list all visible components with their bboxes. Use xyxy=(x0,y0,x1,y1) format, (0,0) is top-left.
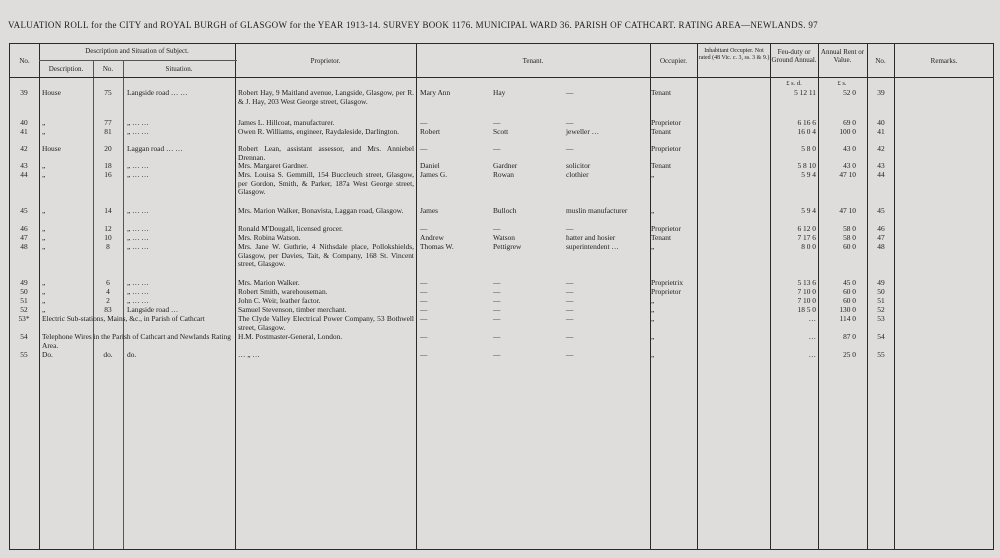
cell-desc: „ xyxy=(42,206,46,215)
cell-rent: 69 0 xyxy=(843,118,856,127)
cell-t2: — xyxy=(493,314,501,323)
cell-no: 52 xyxy=(20,305,28,314)
col-annual-rent: Annual Rent or Value. xyxy=(820,48,865,64)
cell-feu: 5 8 0 xyxy=(801,144,816,153)
page-header: VALUATION ROLL for the CITY and ROYAL BURGH of GLASGOW for the YEAR 1913-14. SURVEY BOOK 1176. MUNICIPAL WARD 36. PARISH OF CATHCART. RATING AREA—NEWLANDS. 97 xyxy=(8,20,818,30)
cell-t2: — xyxy=(493,278,501,287)
col-occupier: Occupier. xyxy=(659,57,687,65)
cell-feu: 5 9 4 xyxy=(801,206,816,215)
cell-prop: James L. Hillcoat, manufacturer. xyxy=(238,118,335,127)
col-description: Description. xyxy=(48,65,84,73)
cell-t2: — xyxy=(493,350,501,359)
cell-desc: House xyxy=(42,88,61,97)
cell-sit: Langside road … xyxy=(127,305,179,314)
cell-t1: — xyxy=(420,144,428,153)
cell-no: 55 xyxy=(20,350,28,359)
cell-num: 75 xyxy=(104,88,112,97)
cell-feu: 18 5 0 xyxy=(797,305,816,314)
cell-desc: „ xyxy=(42,233,46,242)
cell-desc: „ xyxy=(42,161,46,170)
col-inhabitant: Inhabitant Occupier. Not rated (48 Vic. c. 3, ss. 3 & 9.) xyxy=(698,48,770,61)
cell-t3: — xyxy=(566,278,574,287)
cell-rent: 58 0 xyxy=(843,224,856,233)
col-situation: Situation. xyxy=(165,65,193,73)
cell-feu: 6 12 0 xyxy=(797,224,816,233)
cell-sit: „ … … xyxy=(127,296,149,305)
col-tenant: Tenant. xyxy=(522,57,544,65)
cell-prop: Mrs. Marion Walker. xyxy=(238,278,300,287)
cell-desc: House xyxy=(42,144,61,153)
cell-sit: Laggan road … … xyxy=(127,144,183,153)
cell-t1: — xyxy=(420,314,428,323)
cell-no3: 41 xyxy=(877,127,885,136)
cell-num: 2 xyxy=(106,296,110,305)
cell-t3: — xyxy=(566,314,574,323)
cell-no: 41 xyxy=(20,127,28,136)
col-feu-duty: Feu-duty or Ground Annual. xyxy=(771,48,817,64)
cell-sit: „ … … xyxy=(127,170,149,179)
cell-prop: The Clyde Valley Electrical Power Company, 53 Bothwell street, Glasgow. xyxy=(238,314,414,332)
cell-t2: — xyxy=(493,296,501,305)
cell-rent: 47 10 xyxy=(839,206,856,215)
cell-t1: Thomas W. xyxy=(420,242,454,251)
cell-t3: clothier xyxy=(566,170,589,179)
cell-prop: Robert Lean, assistant assessor, and Mrs. Anniebel Drennan. xyxy=(238,144,414,162)
cell-occ: Tenant xyxy=(651,88,672,97)
col-no-right: No. xyxy=(875,57,886,65)
cell-no3: 45 xyxy=(877,206,885,215)
cell-desc: „ xyxy=(42,296,46,305)
cell-t2: Watson xyxy=(493,233,515,242)
rent-currency: £ s. xyxy=(837,80,847,87)
cell-t3: — xyxy=(566,144,574,153)
cell-no: 43 xyxy=(20,161,28,170)
cell-t3: solicitor xyxy=(566,161,591,170)
cell-t1: — xyxy=(420,287,428,296)
cell-t3: superintendent … xyxy=(566,242,619,251)
cell-prop: … „ … xyxy=(238,350,260,359)
cell-num: 6 xyxy=(106,278,110,287)
cell-feu: 7 17 6 xyxy=(797,233,816,242)
cell-no: 54 xyxy=(20,332,28,341)
cell-num: 14 xyxy=(104,206,112,215)
cell-prop: Mrs. Louisa S. Gemmill, 154 Buccleuch street, Glasgow, per Gordon, Smith, & Parker, 187a West George street, Glasgow. xyxy=(238,170,414,197)
cell-rent: 100 0 xyxy=(839,127,856,136)
cell-t1: — xyxy=(420,278,428,287)
cell-t2: Gardner xyxy=(493,161,518,170)
cell-num: 83 xyxy=(104,305,112,314)
cell-occ: „ xyxy=(651,206,655,215)
col-remarks: Remarks. xyxy=(930,57,958,65)
cell-feu: … xyxy=(808,350,816,359)
cell-num: 18 xyxy=(104,161,112,170)
cell-rent: 58 0 xyxy=(843,233,856,242)
cell-prop: Mrs. Robina Watson. xyxy=(238,233,301,242)
cell-feu: 7 10 0 xyxy=(797,287,816,296)
cell-desc: „ xyxy=(42,224,46,233)
cell-occ: Tenant xyxy=(651,233,672,242)
cell-no: 46 xyxy=(20,224,28,233)
cell-feu: 6 16 6 xyxy=(797,118,816,127)
cell-rent: 43 0 xyxy=(843,144,856,153)
cell-feu: 5 8 10 xyxy=(797,161,816,170)
cell-occ: Proprietor xyxy=(651,287,681,296)
cell-t3: — xyxy=(566,305,574,314)
cell-rent: 60 0 xyxy=(843,287,856,296)
cell-occ: Tenant xyxy=(651,161,672,170)
cell-t1: Daniel xyxy=(420,161,440,170)
cell-sit: „ … … xyxy=(127,206,149,215)
cell-no3: 55 xyxy=(877,350,885,359)
cell-occ: „ xyxy=(651,332,655,341)
cell-t2: Pettigrew xyxy=(493,242,522,251)
cell-num: 8 xyxy=(106,242,110,251)
cell-no3: 49 xyxy=(877,278,885,287)
cell-rent: 43 0 xyxy=(843,161,856,170)
cell-t2: Bulloch xyxy=(493,206,517,215)
cell-num: 77 xyxy=(104,118,112,127)
cell-no3: 52 xyxy=(877,305,885,314)
cell-num: 81 xyxy=(104,127,112,136)
cell-t3: jeweller … xyxy=(566,127,600,136)
col-no: No. xyxy=(19,57,30,65)
cell-no3: 51 xyxy=(877,296,885,305)
cell-t3: hatter and hosier xyxy=(566,233,616,242)
cell-rent: 60 0 xyxy=(843,296,856,305)
cell-no: 53* xyxy=(18,314,30,323)
cell-rent: 52 0 xyxy=(843,88,856,97)
cell-no: 44 xyxy=(20,170,28,179)
cell-no3: 53 xyxy=(877,314,885,323)
cell-no3: 43 xyxy=(877,161,885,170)
cell-sit: „ … … xyxy=(127,127,149,136)
cell-rent: 87 0 xyxy=(843,332,856,341)
cell-no3: 46 xyxy=(877,224,885,233)
cell-t2: — xyxy=(493,332,501,341)
cell-desc: „ xyxy=(42,127,46,136)
cell-no3: 39 xyxy=(877,88,885,97)
cell-desc: „ xyxy=(42,118,46,127)
cell-no3: 48 xyxy=(877,242,885,251)
cell-num: 12 xyxy=(104,224,112,233)
cell-no3: 50 xyxy=(877,287,885,296)
cell-sit: „ … … xyxy=(127,278,149,287)
cell-t1: — xyxy=(420,224,428,233)
cell-sit: „ … … xyxy=(127,242,149,251)
cell-feu: 5 13 6 xyxy=(797,278,816,287)
cell-sit: „ … … xyxy=(127,161,149,170)
cell-rent: 60 0 xyxy=(843,242,856,251)
feu-currency: £ s. d. xyxy=(786,80,802,87)
cell-t3: — xyxy=(566,287,574,296)
cell-desc: Electric Sub-stations, Mains, &c., in Parish of Cathcart xyxy=(42,314,205,323)
cell-rent: 25 0 xyxy=(843,350,856,359)
cell-num: do. xyxy=(103,350,113,359)
cell-num: 16 xyxy=(104,170,112,179)
cell-t1: — xyxy=(420,118,428,127)
cell-no: 51 xyxy=(20,296,28,305)
cell-occ: „ xyxy=(651,350,655,359)
cell-feu: 5 9 4 xyxy=(801,170,816,179)
cell-prop: Mrs. Jane W. Guthrie, 4 Nithsdale place, Pollokshields, Glasgow, per Davies, Tait, & Company, 168 St. Vincent street, Glasgow. xyxy=(238,242,414,269)
cell-no: 47 xyxy=(20,233,28,242)
cell-prop: Robert Smith, warehouseman. xyxy=(238,287,328,296)
cell-rent: 47 10 xyxy=(839,170,856,179)
cell-occ: „ xyxy=(651,242,655,251)
cell-feu: 8 0 0 xyxy=(801,242,816,251)
cell-t1: — xyxy=(420,332,428,341)
cell-desc: „ xyxy=(42,305,46,314)
cell-occ: Proprietor xyxy=(651,224,681,233)
cell-prop: John C. Weir, leather factor. xyxy=(238,296,321,305)
cell-occ: „ xyxy=(651,314,655,323)
cell-num: 10 xyxy=(104,233,112,242)
cell-prop: Ronald M'Dougall, licensed grocer. xyxy=(238,224,343,233)
cell-feu: 16 0 4 xyxy=(797,127,816,136)
cell-no3: 54 xyxy=(877,332,885,341)
cell-desc: „ xyxy=(42,242,46,251)
cell-occ: Tenant xyxy=(651,127,672,136)
col-proprietor: Proprietor. xyxy=(310,57,341,65)
cell-sit: „ … … xyxy=(127,224,149,233)
cell-desc: Telephone Wires in the Parish of Cathcart and Newlands Rating Area. xyxy=(42,332,231,350)
cell-t1: James G. xyxy=(420,170,448,179)
cell-no3: 44 xyxy=(877,170,885,179)
cell-desc: Do. xyxy=(42,350,53,359)
cell-rent: 130 0 xyxy=(839,305,856,314)
cell-t3: — xyxy=(566,350,574,359)
cell-sit: Langside road … … xyxy=(127,88,188,97)
cell-no: 39 xyxy=(20,88,28,97)
col-description-group: Description and Situation of Subject. xyxy=(85,47,189,55)
cell-t2: — xyxy=(493,144,501,153)
cell-t2: Rowan xyxy=(493,170,514,179)
cell-no: 50 xyxy=(20,287,28,296)
cell-t2: — xyxy=(493,118,501,127)
cell-t1: Andrew xyxy=(420,233,444,242)
cell-t2: — xyxy=(493,224,501,233)
cell-sit: „ … … xyxy=(127,287,149,296)
cell-prop: Owen R. Williams, engineer, Raydaleside, Darlington. xyxy=(238,127,400,136)
cell-occ: „ xyxy=(651,305,655,314)
cell-prop: Mrs. Marion Walker, Bonavista, Laggan road, Glasgow. xyxy=(238,206,404,215)
cell-t2: — xyxy=(493,287,501,296)
cell-t3: — xyxy=(566,296,574,305)
cell-num: 20 xyxy=(104,144,112,153)
cell-feu: 5 12 11 xyxy=(794,88,816,97)
cell-no3: 40 xyxy=(877,118,885,127)
cell-occ: Proprietrix xyxy=(651,278,684,287)
roll-table xyxy=(9,43,994,550)
cell-t1: Mary Ann xyxy=(420,88,451,97)
cell-prop: H.M. Postmaster-General, London. xyxy=(238,332,343,341)
cell-feu: … xyxy=(808,314,816,323)
cell-no: 45 xyxy=(20,206,28,215)
cell-prop: Samuel Stevenson, timber merchant. xyxy=(238,305,347,314)
cell-t3: — xyxy=(566,332,574,341)
cell-t3: — xyxy=(566,88,574,97)
cell-t3: — xyxy=(566,224,574,233)
cell-prop: Robert Hay, 9 Maitland avenue, Langside, Glasgow, per R. & J. Hay, 203 West George street, Glasgow. xyxy=(238,88,414,106)
cell-num: 4 xyxy=(106,287,110,296)
col-number: No. xyxy=(102,65,114,73)
cell-t1: James xyxy=(420,206,439,215)
cell-sit: „ … … xyxy=(127,233,149,242)
cell-feu: … xyxy=(808,332,816,341)
cell-sit: „ … … xyxy=(127,118,149,127)
cell-t1: Robert xyxy=(420,127,441,136)
cell-occ: Proprietor xyxy=(651,144,681,153)
cell-sit: do. xyxy=(127,350,137,359)
cell-t2: — xyxy=(493,305,501,314)
cell-no3: 42 xyxy=(877,144,885,153)
cell-t2: Hay xyxy=(493,88,506,97)
cell-t1: — xyxy=(420,296,428,305)
cell-desc: „ xyxy=(42,287,46,296)
cell-prop: Mrs. Margaret Gardner. xyxy=(238,161,309,170)
cell-no3: 47 xyxy=(877,233,885,242)
cell-occ: Proprietor xyxy=(651,118,681,127)
cell-feu: 7 10 0 xyxy=(797,296,816,305)
cell-rent: 114 0 xyxy=(839,314,856,323)
cell-no: 49 xyxy=(20,278,28,287)
cell-t1: — xyxy=(420,350,428,359)
cell-desc: „ xyxy=(42,278,46,287)
cell-t2: Scott xyxy=(493,127,509,136)
cell-no: 40 xyxy=(20,118,28,127)
cell-desc: „ xyxy=(42,170,46,179)
cell-t1: — xyxy=(420,305,428,314)
cell-occ: „ xyxy=(651,170,655,179)
cell-occ: „ xyxy=(651,296,655,305)
cell-no: 42 xyxy=(20,144,28,153)
cell-no: 48 xyxy=(20,242,28,251)
cell-t3: — xyxy=(566,118,574,127)
cell-rent: 45 0 xyxy=(843,278,856,287)
cell-t3: muslin manufacturer xyxy=(566,206,628,215)
